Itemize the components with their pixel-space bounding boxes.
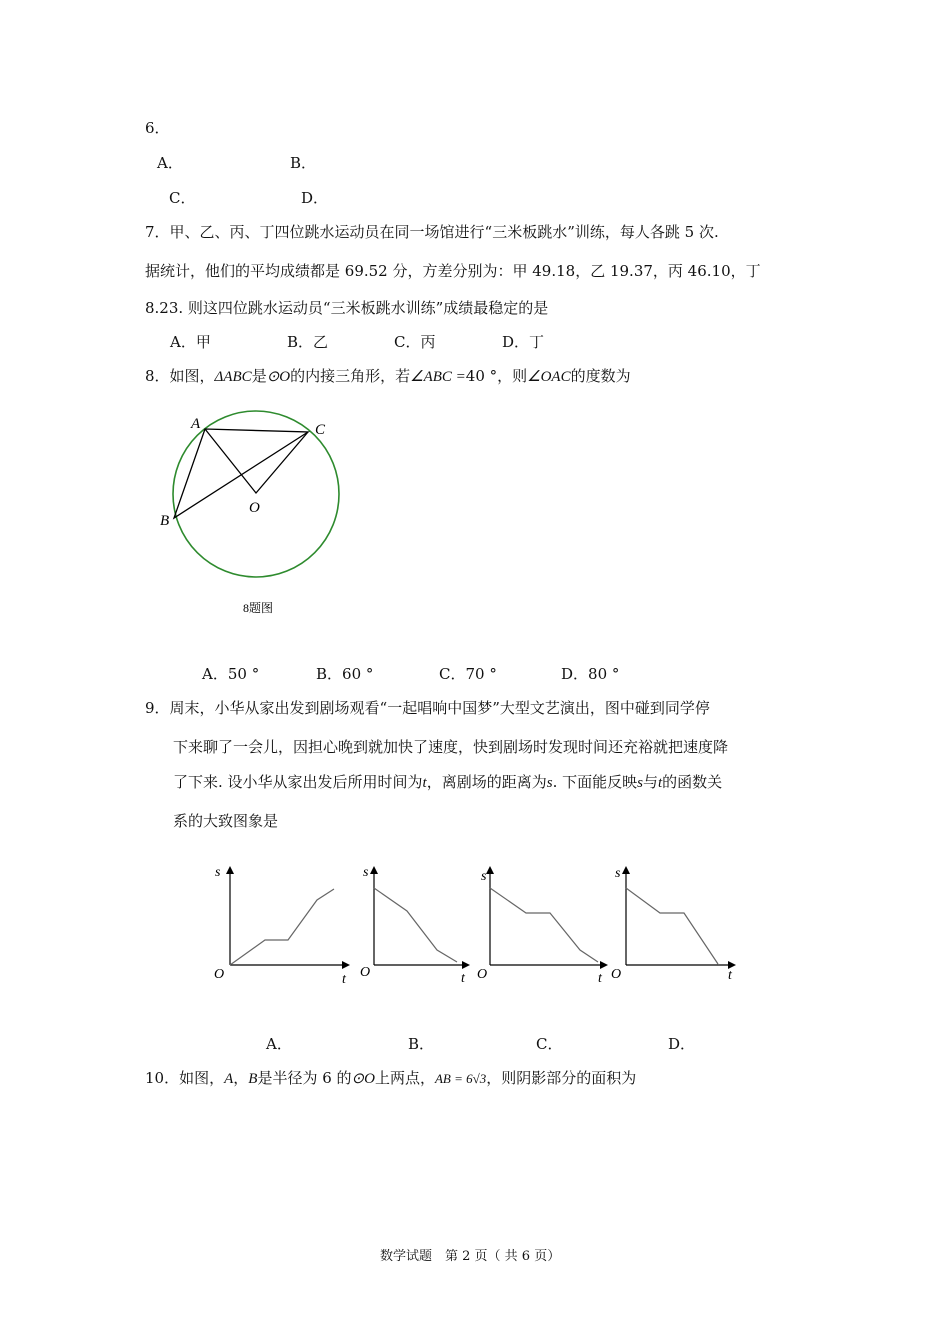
q8-option-b: B．60 ° [316, 665, 374, 683]
q9-graph-a-curve [230, 889, 334, 965]
q8-figure [150, 408, 360, 623]
q9-option-d: D． [668, 1035, 696, 1053]
q8-angle-value: 40 °，则 [465, 367, 528, 385]
q8-mid2: 的内接三角形，若 [290, 367, 411, 385]
q6-option-d: D． [301, 189, 329, 207]
q9-var-t-2: t [657, 775, 663, 791]
q10-mid: 是半径为 6 的 [257, 1069, 352, 1087]
q9-line3-c: . 下面能反映 [552, 773, 638, 791]
q7-option-b: B．乙 [287, 333, 329, 351]
q9-var-s: s [546, 775, 553, 791]
q8-option-c: C．70 ° [439, 665, 497, 683]
page-footer: 数学试题 第 2 页（ 共 6 页） [380, 1249, 561, 1264]
q10-suffix: ，则阴影部分的面积为 [486, 1069, 637, 1087]
q9-graph-b-x-label: t [461, 971, 465, 986]
q9-graph-d-y-label: s [615, 866, 621, 881]
q10-point-b: B [248, 1071, 258, 1087]
q9-graph-b-origin: O [360, 965, 371, 980]
q9-line4: 系的大致图象是 [173, 812, 279, 830]
q8-prefix: 8．如图， [145, 367, 215, 385]
q8-label-b: B [160, 513, 170, 529]
q9-graph-d-x-label: t [728, 968, 732, 983]
q10-point-a: A [224, 1071, 234, 1087]
q7-line2: 据统计，他们的平均成绩都是 69.52 分，方差分别为：甲 49.18，乙 19.37，丙 46.10，丁 [145, 262, 761, 280]
q9-option-c: C． [536, 1035, 563, 1053]
q7-option-c: C．丙 [394, 333, 436, 351]
q9-graph-b-curve [374, 888, 457, 962]
q9-graph-a-x-label: t [342, 972, 346, 987]
q9-graphs [200, 858, 760, 988]
q10-ab: AB = 6√3 [434, 1071, 487, 1086]
q9-graph-a-origin: O [214, 967, 225, 982]
q8-label-c: C [315, 422, 326, 438]
q7-option-d: D．丁 [502, 333, 545, 351]
q8-suffix: 的度数为 [570, 367, 631, 385]
q9-line3-e: 的函数关 [662, 773, 723, 791]
q9-graph-c-y-label: s [481, 869, 487, 884]
q6-number: 6． [145, 119, 170, 137]
q10-prefix: 10．如图， [145, 1069, 225, 1087]
q7-line1: 7．甲、乙、丙、丁四位跳水运动员在同一场馆进行“三米板跳水”训练，每人各跳 5 次. [145, 223, 719, 241]
q9-var-t: t [422, 775, 427, 791]
q9-line2: 下来聊了一会儿，因担心晚到就加快了速度，快到剧场时发现时间还充裕就把速度降 [173, 738, 729, 756]
q6-option-c: C． [169, 189, 196, 207]
q8-option-a: A．50 ° [202, 665, 260, 683]
q9-graph-d-curve [626, 888, 718, 964]
q9-option-a: A． [266, 1035, 292, 1053]
q8-mid1: 是 [251, 367, 267, 385]
q9-graph-b [360, 865, 468, 986]
q7-option-a: A．甲 [170, 333, 211, 351]
q9-graph-a-y-label: s [215, 865, 221, 880]
q6-option-a: A． [157, 154, 183, 172]
q9-line3-b: ，离剧场的距离为 [426, 773, 547, 791]
q9-line3-a: 了下来. 设小华从家出发后所用时间为 [173, 773, 423, 791]
q8-radii [205, 429, 308, 493]
q9-graph-d-origin: O [611, 967, 622, 982]
q10-sep: ， [233, 1069, 249, 1087]
q8-caption: 8题图 [243, 601, 274, 615]
q9-option-b: B． [408, 1035, 435, 1053]
q10-mid2: 上两点， [374, 1069, 435, 1087]
q6-option-b: B． [290, 154, 317, 172]
q9-graph-c-origin: O [477, 967, 488, 982]
q8-stem [145, 366, 631, 387]
q8-label-a: A [191, 416, 201, 432]
q8-angle-abc: ∠ABC = [410, 369, 466, 385]
q9-graph-c-x-label: t [598, 971, 602, 986]
q9-graph-b-y-label: s [363, 865, 369, 880]
q9-line3 [173, 772, 722, 793]
q9-graph-a [214, 865, 348, 987]
q8-option-d: D．80 ° [561, 665, 620, 683]
q10-stem [145, 1068, 636, 1089]
q10-circle: ⊙O [351, 1071, 375, 1087]
q7-line3: 8.23. 则这四位跳水运动员“三米板跳水训练”成绩最稳定的是 [145, 299, 549, 317]
q9-graph-c [477, 868, 606, 986]
q8-label-o: O [249, 500, 260, 516]
q9-graph-d [611, 866, 734, 983]
q9-line3-d: 与 [642, 773, 658, 791]
q8-circle: ⊙O [266, 369, 291, 385]
q8-triangle: ΔABC [214, 369, 252, 385]
q9-graph-c-curve [490, 888, 598, 962]
q9-line1: 9．周末，小华从家出发到剧场观看“一起唱响中国梦”大型文艺演出，图中碰到同学停 [145, 699, 710, 717]
q9-var-s-2: s [637, 775, 643, 791]
q8-angle-oac: ∠OAC [527, 369, 571, 385]
